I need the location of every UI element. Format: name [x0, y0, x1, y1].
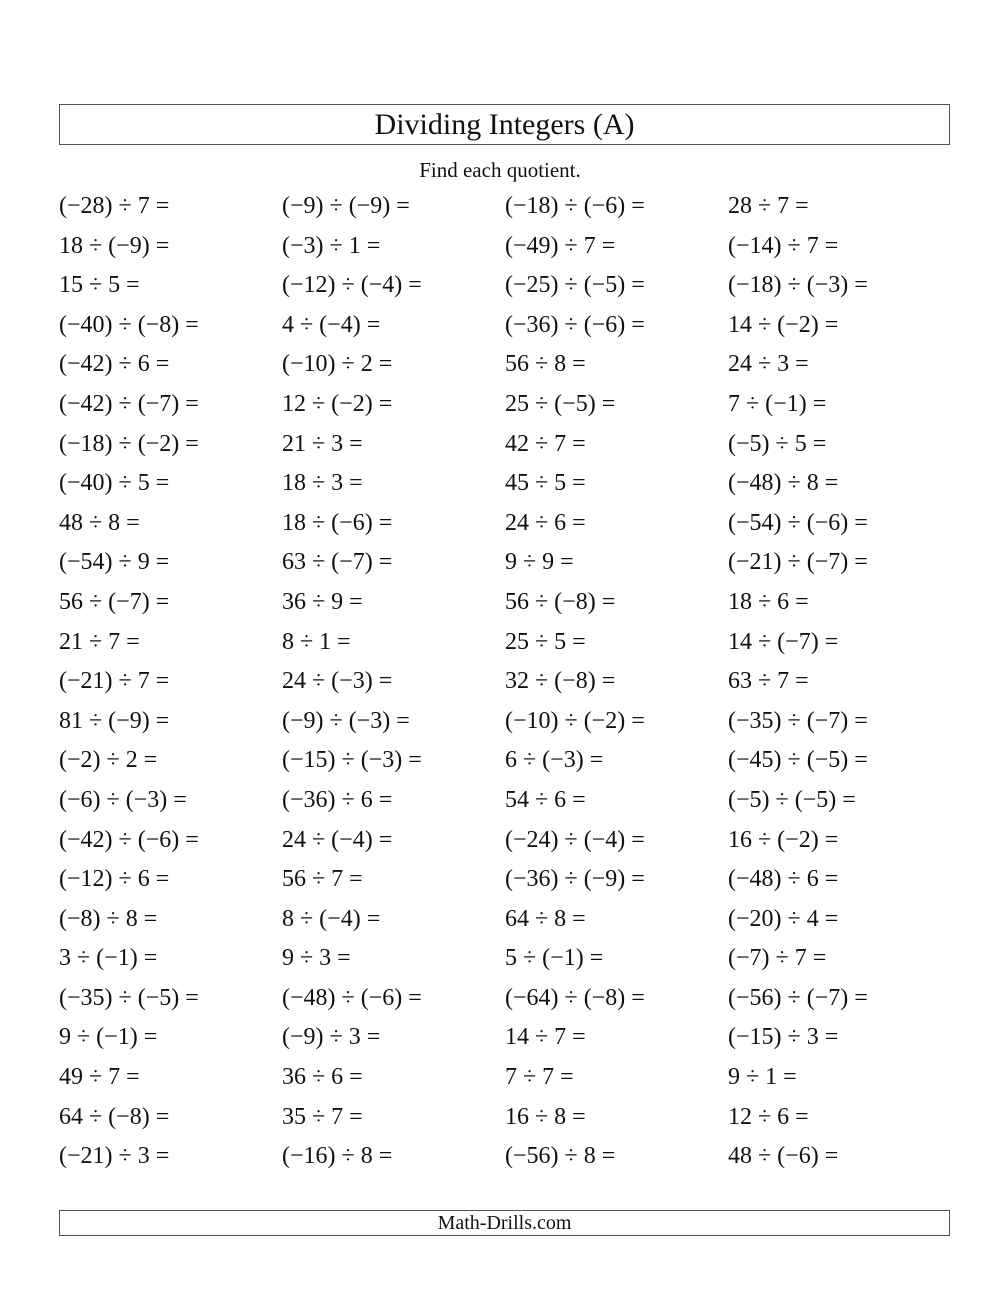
problem-item: (−48) ÷ 6 =	[728, 866, 839, 893]
problem-item: (−18) ÷ (−2) =	[59, 430, 199, 457]
problem-item: 25 ÷ 5 =	[505, 628, 586, 655]
problem-item: 18 ÷ (−9) =	[59, 232, 170, 259]
problem-item: 9 ÷ (−1) =	[59, 1024, 158, 1051]
problem-item: (−9) ÷ 3 =	[282, 1024, 381, 1051]
problem-item: 4 ÷ (−4) =	[282, 311, 381, 338]
problem-item: 64 ÷ 8 =	[505, 905, 586, 932]
problem-item: (−8) ÷ 8 =	[59, 905, 158, 932]
problem-item: 63 ÷ 7 =	[728, 668, 809, 695]
problem-item: 35 ÷ 7 =	[282, 1103, 363, 1130]
problem-item: 8 ÷ 1 =	[282, 628, 351, 655]
problem-item: (−56) ÷ 8 =	[505, 1143, 616, 1170]
problem-item: (−9) ÷ (−3) =	[282, 707, 410, 734]
problem-item: 24 ÷ (−4) =	[282, 826, 393, 853]
problem-item: (−3) ÷ 1 =	[282, 232, 381, 259]
problem-item: (−12) ÷ (−4) =	[282, 272, 422, 299]
problem-item: 7 ÷ 7 =	[505, 1064, 574, 1091]
problem-item: 18 ÷ 6 =	[728, 588, 809, 615]
worksheet-instructions: Find each quotient.	[419, 158, 581, 182]
problem-item: (−49) ÷ 7 =	[505, 232, 616, 259]
problem-item: (−25) ÷ (−5) =	[505, 272, 645, 299]
problem-item: (−54) ÷ (−6) =	[728, 509, 868, 536]
problem-item: 9 ÷ 1 =	[728, 1064, 797, 1091]
problem-item: (−24) ÷ (−4) =	[505, 826, 645, 853]
problem-item: 3 ÷ (−1) =	[59, 945, 158, 972]
problem-item: (−6) ÷ (−3) =	[59, 786, 187, 813]
problem-item: 12 ÷ (−2) =	[282, 390, 393, 417]
problem-item: (−42) ÷ (−7) =	[59, 390, 199, 417]
problem-item: 48 ÷ (−6) =	[728, 1143, 839, 1170]
problem-item: (−56) ÷ (−7) =	[728, 984, 868, 1011]
problem-item: (−10) ÷ 2 =	[282, 351, 393, 378]
problem-item: (−21) ÷ (−7) =	[728, 549, 868, 576]
problem-item: (−18) ÷ (−3) =	[728, 272, 868, 299]
problem-item: 9 ÷ 3 =	[282, 945, 351, 972]
problem-item: 56 ÷ (−8) =	[505, 588, 616, 615]
problem-item: (−15) ÷ 3 =	[728, 1024, 839, 1051]
problem-item: 56 ÷ 7 =	[282, 866, 363, 893]
problem-item: 9 ÷ 9 =	[505, 549, 574, 576]
problem-item: (−36) ÷ (−6) =	[505, 311, 645, 338]
problem-item: 16 ÷ 8 =	[505, 1103, 586, 1130]
problem-item: (−42) ÷ (−6) =	[59, 826, 199, 853]
problem-item: (−36) ÷ 6 =	[282, 786, 393, 813]
problem-item: 5 ÷ (−1) =	[505, 945, 604, 972]
problem-item: (−64) ÷ (−8) =	[505, 984, 645, 1011]
problem-item: 63 ÷ (−7) =	[282, 549, 393, 576]
problem-item: (−12) ÷ 6 =	[59, 866, 170, 893]
problem-item: 24 ÷ 3 =	[728, 351, 809, 378]
problem-item: 16 ÷ (−2) =	[728, 826, 839, 853]
problem-item: 25 ÷ (−5) =	[505, 390, 616, 417]
problem-item: 12 ÷ 6 =	[728, 1103, 809, 1130]
problem-item: 6 ÷ (−3) =	[505, 747, 604, 774]
problem-item: 24 ÷ 6 =	[505, 509, 586, 536]
problem-item: (−7) ÷ 7 =	[728, 945, 827, 972]
problem-item: 18 ÷ (−6) =	[282, 509, 393, 536]
footer-text: Math-Drills.com	[437, 1211, 572, 1234]
problem-item: (−54) ÷ 9 =	[59, 549, 170, 576]
problem-item: (−45) ÷ (−5) =	[728, 747, 868, 774]
problem-item: (−21) ÷ 3 =	[59, 1143, 170, 1170]
problem-item: 48 ÷ 8 =	[59, 509, 140, 536]
problem-item: (−48) ÷ 8 =	[728, 470, 839, 497]
problem-item: 21 ÷ 3 =	[282, 430, 363, 457]
problem-item: (−40) ÷ 5 =	[59, 470, 170, 497]
problem-item: (−9) ÷ (−9) =	[282, 193, 410, 219]
problem-item: (−28) ÷ 7 =	[59, 193, 170, 219]
problem-item: (−20) ÷ 4 =	[728, 905, 839, 932]
problem-item: 7 ÷ (−1) =	[728, 390, 827, 417]
problem-item: 32 ÷ (−8) =	[505, 668, 616, 695]
problem-item: 21 ÷ 7 =	[59, 628, 140, 655]
problem-item: 45 ÷ 5 =	[505, 470, 586, 497]
problem-item: (−40) ÷ (−8) =	[59, 311, 199, 338]
problem-item: (−5) ÷ 5 =	[728, 430, 827, 457]
problem-item: 36 ÷ 6 =	[282, 1064, 363, 1091]
problem-item: 54 ÷ 6 =	[505, 786, 586, 813]
problem-item: (−48) ÷ (−6) =	[282, 984, 422, 1011]
problem-item: (−2) ÷ 2 =	[59, 747, 158, 774]
worksheet-title-text: Dividing Integers (A)	[374, 107, 635, 141]
problem-item: 14 ÷ (−7) =	[728, 628, 839, 655]
problem-item: 14 ÷ 7 =	[505, 1024, 586, 1051]
problem-item: 24 ÷ (−3) =	[282, 668, 393, 695]
problem-item: (−14) ÷ 7 =	[728, 232, 839, 259]
problem-item: 28 ÷ 7 =	[728, 193, 809, 219]
problem-item: (−15) ÷ (−3) =	[282, 747, 422, 774]
problem-item: 18 ÷ 3 =	[282, 470, 363, 497]
problem-item: (−21) ÷ 7 =	[59, 668, 170, 695]
problem-item: 49 ÷ 7 =	[59, 1064, 140, 1091]
problem-item: (−35) ÷ (−7) =	[728, 707, 868, 734]
problem-item: 81 ÷ (−9) =	[59, 707, 170, 734]
problem-item: (−42) ÷ 6 =	[59, 351, 170, 378]
problem-item: 15 ÷ 5 =	[59, 272, 140, 299]
worksheet-footer	[59, 1210, 950, 1236]
problem-item: 56 ÷ 8 =	[505, 351, 586, 378]
problem-item: 56 ÷ (−7) =	[59, 588, 170, 615]
problem-item: 64 ÷ (−8) =	[59, 1103, 170, 1130]
problem-item: 14 ÷ (−2) =	[728, 311, 839, 338]
problem-item: (−10) ÷ (−2) =	[505, 707, 645, 734]
problem-item: 42 ÷ 7 =	[505, 430, 586, 457]
problem-item: (−16) ÷ 8 =	[282, 1143, 393, 1170]
problem-item: (−35) ÷ (−5) =	[59, 984, 199, 1011]
worksheet-title	[59, 104, 950, 145]
problem-item: 36 ÷ 9 =	[282, 588, 363, 615]
problem-item: (−36) ÷ (−9) =	[505, 866, 645, 893]
problem-item: (−5) ÷ (−5) =	[728, 786, 856, 813]
problem-grid	[59, 187, 959, 1177]
problem-item: 8 ÷ (−4) =	[282, 905, 381, 932]
problem-item: (−18) ÷ (−6) =	[505, 193, 645, 219]
